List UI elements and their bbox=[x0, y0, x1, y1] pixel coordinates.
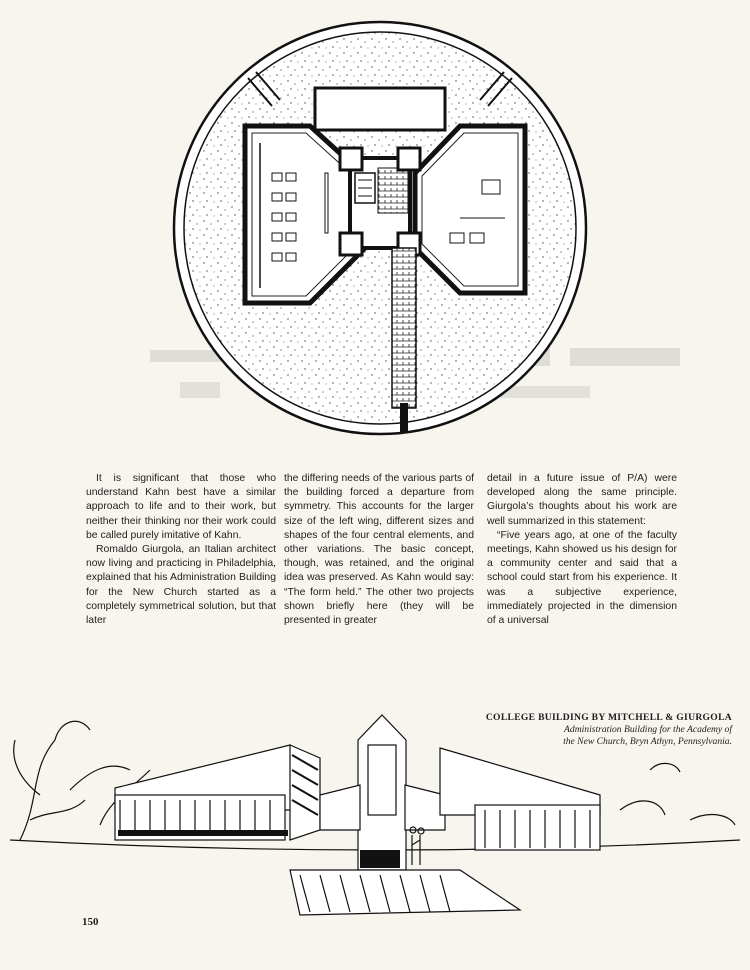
page-number: 150 bbox=[82, 916, 99, 928]
figure-caption bbox=[472, 712, 732, 748]
paragraph: “Five years ago, at one of the faculty meetings, Kahn showed us his design for a community center and said that a school could start from his experience. It was a subjective experience, immediately projected in the dimension of a universal bbox=[487, 529, 677, 627]
caption-line-1: Administration Building for the Academy of bbox=[564, 724, 732, 735]
paragraph: Romaldo Giurgola, an Italian architect now living and practicing in Philadelphia, explained that his Administration Building for the New Church started as a completely symmetrical solution, but that later bbox=[86, 544, 276, 627]
text-column-2 bbox=[284, 472, 474, 628]
paragraph: It is significant that those who understand Kahn best have a similar approach to life and to their work, but neither their thinking nor their work could be called purely imitative of Kahn. bbox=[86, 473, 276, 541]
text-column-1 bbox=[86, 472, 276, 628]
paragraph: the differing needs of the various parts of the building forced a departure from symmetry. This accounts for the larger size of the left wing, different sizes and shapes of the four central elements, and other variations. The basic concept, though, was retained, and the original idea was preserved. As Kahn would say: “The form held.” The other two projects shown briefly here (they will be presented in greater bbox=[284, 473, 474, 627]
text-column-3 bbox=[487, 472, 677, 628]
paragraph: detail in a future issue of P/A) were developed along the same principle. Giurgola’s thoughts about his work are well summarized in this statement: bbox=[487, 473, 677, 527]
caption-line-2: the New Church, Bryn Athyn, Pennsylvania. bbox=[563, 736, 732, 747]
caption-title: COLLEGE BUILDING BY MITCHELL & GIURGOLA bbox=[485, 712, 732, 723]
floor-plan-drawing bbox=[160, 8, 600, 448]
